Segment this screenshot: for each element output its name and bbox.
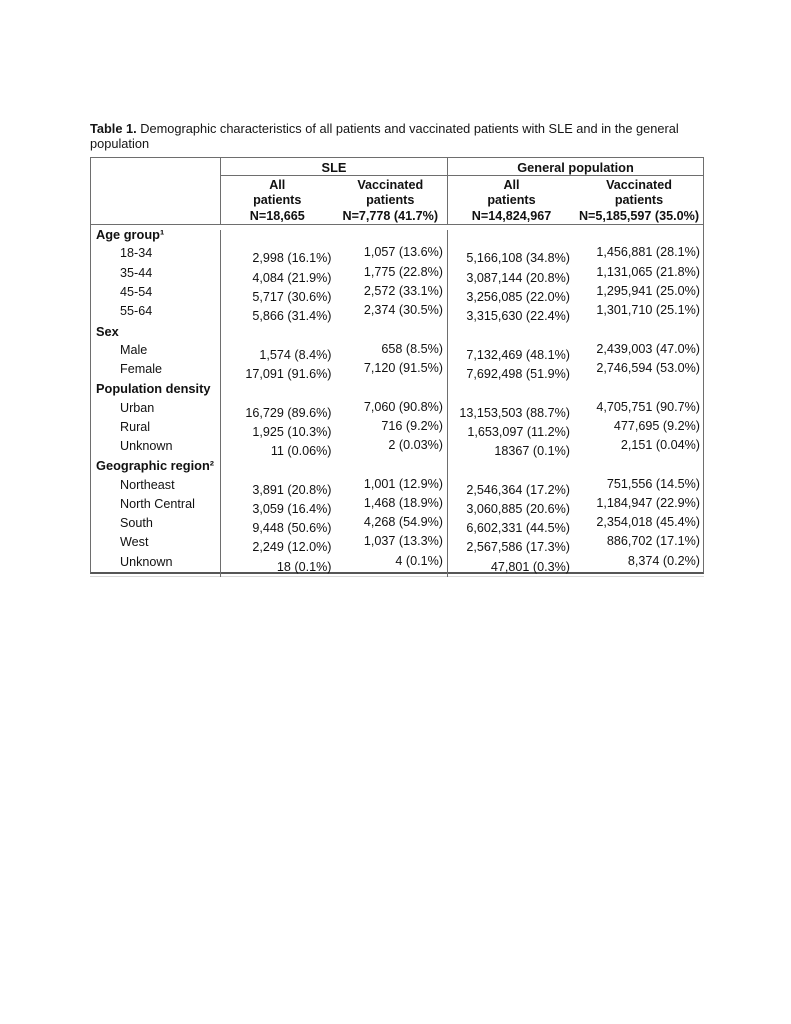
cell-value: 1,301,710 (25.1%) xyxy=(596,303,700,318)
section-label: Population density xyxy=(96,381,211,397)
cell-value: 4,705,751 (90.7%) xyxy=(596,399,700,414)
table-row xyxy=(91,302,703,324)
table-bottom-rule xyxy=(90,576,704,577)
cell-value: 17,091 (91.6%) xyxy=(220,365,334,384)
section-label: Geographic region² xyxy=(96,458,215,474)
row-label: 18-34 xyxy=(120,246,153,261)
cell-value: 4,268 (54.9%) xyxy=(363,515,443,530)
corner-cell xyxy=(91,158,220,176)
section-label: Age group¹ xyxy=(96,227,165,243)
col-header-sle-all-patients xyxy=(220,176,334,224)
col-header-n: N=7,778 (41.7%) xyxy=(342,209,439,224)
cell-value: 11 (0.06%) xyxy=(220,442,334,461)
table-row xyxy=(91,533,703,555)
cell-value xyxy=(334,378,448,397)
cell-value xyxy=(447,384,575,403)
cell-value xyxy=(575,321,703,340)
col-header-sle-vaccinated-patients xyxy=(334,176,448,224)
table-row xyxy=(91,476,703,495)
table-row xyxy=(91,244,703,266)
row-label: Female xyxy=(120,362,162,377)
row-label: Unknown xyxy=(120,439,173,454)
col-header-line: All xyxy=(503,178,520,193)
cell-value: 7,132,469 (48.1%) xyxy=(447,346,575,365)
section-row xyxy=(91,456,703,475)
cell-value: 7,060 (90.8%) xyxy=(363,399,443,414)
cell-value: 658 (8.5%) xyxy=(381,341,443,356)
cell-value: 751,556 (14.5%) xyxy=(606,476,700,491)
table-row xyxy=(91,360,703,382)
table-row xyxy=(91,264,703,283)
cell-value: 18367 (0.1%) xyxy=(447,442,575,461)
cell-value xyxy=(447,461,575,480)
cell-value: 2,374 (30.5%) xyxy=(363,303,443,318)
cell-value: 8,374 (0.2%) xyxy=(627,553,700,568)
cell-value: 7,692,498 (51.9%) xyxy=(447,365,575,384)
row-label: North Central xyxy=(120,496,195,511)
col-header-n: N=5,185,597 (35.0%) xyxy=(578,209,700,224)
cell-value xyxy=(447,327,575,346)
cell-value: 2,998 (16.1%) xyxy=(220,249,334,268)
cell-value: 1,001 (12.9%) xyxy=(363,476,443,491)
row-label: Northeast xyxy=(120,477,175,492)
table-row xyxy=(91,553,703,572)
cell-value xyxy=(334,321,448,340)
col-header-line: patients xyxy=(614,192,664,207)
cell-value: 47,801 (0.3%) xyxy=(447,558,575,577)
cell-value: 2,151 (0.04%) xyxy=(620,438,700,453)
col-header-n: N=18,665 xyxy=(249,209,305,224)
cell-value: 1,468 (18.9%) xyxy=(363,495,443,510)
table-row xyxy=(91,437,703,459)
col-header-general-all-patients xyxy=(447,176,575,224)
cell-value: 1,131,065 (21.8%) xyxy=(596,264,700,279)
cell-value xyxy=(447,230,575,249)
cell-value xyxy=(220,327,334,346)
row-label: 45-54 xyxy=(120,284,153,299)
cell-value: 7,120 (91.5%) xyxy=(363,361,443,376)
cell-value: 2,546,364 (17.2%) xyxy=(447,481,575,500)
col-header-line: patients xyxy=(253,192,302,207)
cell-value: 5,717 (30.6%) xyxy=(220,288,334,307)
col-header-general-vaccinated-patients xyxy=(575,176,703,224)
cell-value: 2,439,003 (47.0%) xyxy=(596,341,700,356)
table-caption xyxy=(90,122,704,151)
col-header-n: N=14,824,967 xyxy=(471,209,552,224)
cell-value: 716 (9.2%) xyxy=(381,418,443,433)
cell-value: 1,775 (22.8%) xyxy=(363,264,443,279)
cell-value: 3,256,085 (22.0%) xyxy=(447,288,575,307)
cell-value: 3,059 (16.4%) xyxy=(220,500,334,519)
cell-value: 1,184,947 (22.9%) xyxy=(596,495,700,510)
cell-value: 3,891 (20.8%) xyxy=(220,481,334,500)
table-caption-label: Table 1. xyxy=(90,121,137,136)
cell-value: 2,249 (12.0%) xyxy=(220,538,334,557)
cell-value: 4,084 (21.9%) xyxy=(220,269,334,288)
table-row xyxy=(91,399,703,418)
cell-value: 2 (0.03%) xyxy=(388,438,443,453)
corner-cell xyxy=(91,176,220,224)
table-row xyxy=(91,418,703,437)
cell-value: 6,602,331 (44.5%) xyxy=(447,519,575,538)
cell-value: 4 (0.1%) xyxy=(395,553,443,568)
cell-value: 2,572 (33.1%) xyxy=(363,283,443,298)
cell-value: 1,295,941 (25.0%) xyxy=(596,283,700,298)
cell-value: 5,166,108 (34.8%) xyxy=(447,249,575,268)
cell-value xyxy=(575,378,703,397)
cell-value: 9,448 (50.6%) xyxy=(220,519,334,538)
cell-value xyxy=(575,455,703,474)
col-group-general-population: General population xyxy=(447,158,703,176)
row-label: Unknown xyxy=(120,554,173,569)
cell-value: 2,746,594 (53.0%) xyxy=(596,361,700,376)
table-caption-text: Demographic characteristics of all patients and vaccinated patients with SLE and in the general population xyxy=(90,121,679,151)
section-row xyxy=(91,225,703,244)
row-label: Male xyxy=(120,342,148,357)
row-label: South xyxy=(120,516,153,531)
cell-value: 886,702 (17.1%) xyxy=(606,534,700,549)
cell-value: 3,087,144 (20.8%) xyxy=(447,269,575,288)
col-header-line: patients xyxy=(366,192,415,207)
column-header-row xyxy=(91,176,703,225)
cell-value xyxy=(220,461,334,480)
section-label: Sex xyxy=(96,323,119,339)
cell-value: 5,866 (31.4%) xyxy=(220,307,334,326)
cell-value: 1,456,881 (28.1%) xyxy=(596,245,700,260)
cell-value: 1,574 (8.4%) xyxy=(220,346,334,365)
col-header-line: patients xyxy=(487,192,536,207)
row-label: 35-44 xyxy=(120,265,153,280)
col-group-sle: SLE xyxy=(220,158,447,176)
cell-value: 1,653,097 (11.2%) xyxy=(447,423,575,442)
table-row xyxy=(91,495,703,514)
cell-value: 18 (0.1%) xyxy=(220,558,334,577)
col-header-line: Vaccinated xyxy=(606,178,672,193)
cell-value xyxy=(334,224,448,243)
cell-value: 3,060,885 (20.6%) xyxy=(447,500,575,519)
cell-value xyxy=(334,455,448,474)
row-label: West xyxy=(120,535,149,550)
cell-value: 1,037 (13.3%) xyxy=(363,534,443,549)
row-label: Rural xyxy=(120,419,151,434)
table-body xyxy=(91,225,703,572)
table-row xyxy=(91,514,703,536)
cell-value xyxy=(575,224,703,243)
paper-page xyxy=(90,122,704,577)
col-header-line: Vaccinated xyxy=(357,178,424,193)
row-label: Urban xyxy=(120,400,155,415)
cell-value: 2,567,586 (17.3%) xyxy=(447,538,575,557)
cell-value xyxy=(220,384,334,403)
table-row xyxy=(91,283,703,302)
cell-value xyxy=(220,230,334,249)
section-row xyxy=(91,322,703,341)
cell-value: 3,315,630 (22.4%) xyxy=(447,307,575,326)
col-header-line: All xyxy=(269,178,286,193)
row-label: 55-64 xyxy=(120,304,153,319)
column-group-header-row xyxy=(91,158,703,176)
cell-value: 1,057 (13.6%) xyxy=(363,245,443,260)
cell-value: 477,695 (9.2%) xyxy=(613,418,700,433)
cell-value: 1,925 (10.3%) xyxy=(220,423,334,442)
cell-value: 16,729 (89.6%) xyxy=(220,404,334,423)
table-row xyxy=(91,341,703,360)
demographics-table xyxy=(90,157,704,574)
cell-value: 2,354,018 (45.4%) xyxy=(596,515,700,530)
cell-value: 13,153,503 (88.7%) xyxy=(447,404,575,423)
section-row xyxy=(91,379,703,398)
